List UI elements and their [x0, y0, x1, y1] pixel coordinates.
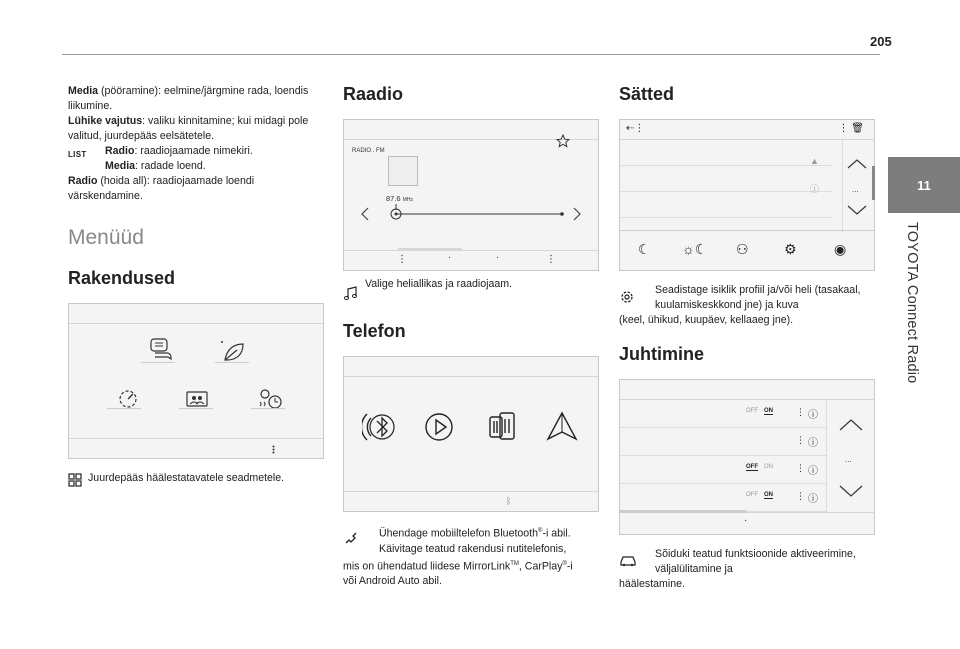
grid-apps-icon: [68, 473, 82, 487]
menu-heading: Menüüd: [68, 226, 144, 249]
info-icon: ⓘ: [810, 184, 820, 194]
svg-text:...: ...: [852, 185, 859, 194]
frequency-readout: 87.6 MHz: [386, 194, 413, 203]
intro-short-press-line: Lühike vajutus: valiku kinnitamine; kui midagi pole valitud, juurdepääs eelsätetele.: [68, 115, 309, 142]
on-off-toggle[interactable]: [746, 408, 773, 415]
settings-screen-header: [620, 120, 874, 140]
android-auto-icon[interactable]: [544, 409, 580, 445]
drive-screen-footer: [620, 512, 874, 534]
phone-handset-icon: [343, 530, 359, 546]
settings-screen: [619, 119, 875, 271]
row-info-icon[interactable]: ⓘ: [808, 466, 818, 477]
night-mode-icon[interactable]: ☾: [638, 241, 651, 257]
on-off-toggle[interactable]: [746, 464, 773, 471]
settings-gear-icon[interactable]: ⚙: [784, 241, 797, 257]
toggle-on-label: ON: [764, 464, 773, 470]
drive-screen-header: [620, 380, 874, 400]
drive-function-row[interactable]: [620, 400, 826, 428]
radio-screen-footer: [344, 250, 598, 270]
settings-description: Seadistage isiklik profiil ja/või heli (tasakaal, kuulamiskeskkond jne) ja kuva (keel, ühikud, kuupäev, kellaaeg jne).: [619, 284, 861, 326]
row-info-icon[interactable]: ⓘ: [808, 410, 818, 421]
toggle-off-label: OFF: [746, 408, 758, 414]
carplay-icon[interactable]: [422, 409, 456, 445]
radio-description: [343, 278, 601, 301]
list-entry: [68, 144, 326, 174]
drive-function-row[interactable]: [620, 484, 826, 512]
toggle-on-label: ON: [764, 492, 773, 498]
chapter-tab: 11: [888, 157, 960, 213]
scroll-controls[interactable]: [842, 150, 872, 230]
music-note-icon: [343, 285, 359, 301]
chapter-title-vertical: [898, 222, 922, 422]
list-media-line: Media: radade loend.: [105, 160, 206, 172]
page-number: 205: [870, 34, 892, 49]
row-more-icon[interactable]: ⋮: [796, 407, 805, 417]
sound-settings-icon[interactable]: ◉: [834, 241, 847, 257]
column-right: [619, 84, 877, 592]
apps-screen: [68, 303, 324, 459]
list-key-label: LIST: [68, 150, 87, 159]
phone-screen-header: [344, 357, 598, 377]
more-delete-icons[interactable]: ⋮ 🗑: [838, 123, 864, 134]
dot-indicator: ·: [448, 252, 452, 263]
radio-description-text: Valige heliallikas ja raadiojaam.: [365, 278, 513, 290]
apps-description: [68, 471, 326, 487]
apps-description-text: Juurdepääs häälestatavatele seadmetele.: [88, 472, 285, 484]
mirrorlink-icon[interactable]: [486, 409, 518, 445]
radio-band-label: RADIO . FM: [352, 148, 385, 154]
climate-timer-icon[interactable]: [255, 384, 285, 414]
svg-text:...: ...: [845, 455, 852, 464]
drive-description: Sõiduki teatud funktsioonide aktiveerimine, väljalülitamine ja häälestamine.: [619, 548, 856, 590]
dot-indicator: ·: [496, 252, 500, 263]
apps-screen-header: [69, 304, 323, 324]
column-middle: [343, 84, 601, 589]
row-more-icon[interactable]: ⋮: [796, 463, 805, 473]
intro-media-line: Media (pööramine): eelmine/järgmine rada, loendis liikumine.: [68, 85, 309, 112]
back-arrow-icon[interactable]: ⇠⋮: [626, 123, 645, 134]
profile-icon[interactable]: ⚇: [736, 241, 749, 257]
bluetooth-status-icon: ᛒ: [506, 496, 512, 506]
scrollbar-thumb[interactable]: [872, 166, 875, 200]
settings-cog-icon: [619, 289, 635, 305]
phone-description: Ühendage mobiiltelefon Bluetooth®-i abil. Käivitage teatud rakendusi nutitelefonis, mis on ühendatud liidese MirrorLink™, CarPlay®-i või Android Auto abil.: [343, 527, 573, 588]
row-info-icon[interactable]: ⓘ: [808, 494, 818, 505]
toggle-off-label: OFF: [746, 492, 758, 498]
apps-screen-footer: [69, 438, 323, 458]
phone-screen-footer: [344, 491, 598, 511]
favorite-star-icon[interactable]: [556, 134, 570, 148]
drive-heading: Juhtimine: [619, 344, 705, 364]
dot-indicator: ·: [744, 515, 748, 526]
more-icon[interactable]: ⋮: [397, 254, 407, 265]
drive-scroll-controls[interactable]: [832, 408, 870, 508]
station-artwork: [388, 156, 418, 186]
column-left: [68, 84, 326, 487]
phone-heading: Telefon: [343, 321, 406, 341]
phone-screen: [343, 356, 599, 512]
drive-screen: [619, 379, 875, 535]
more-icon[interactable]: ⋮: [546, 254, 556, 265]
tuning-slider[interactable]: [358, 202, 588, 226]
radio-heading: Raadio: [343, 84, 404, 104]
car-icon: [619, 553, 637, 567]
row-info-icon[interactable]: ⓘ: [808, 438, 818, 449]
drive-function-row[interactable]: [620, 428, 826, 456]
toggle-on-label: ON: [764, 408, 773, 414]
settings-heading: Sätted: [619, 84, 675, 104]
bluetooth-icon[interactable]: [362, 409, 398, 445]
day-night-icon[interactable]: ☼☾: [682, 241, 708, 257]
radio-screen: [343, 119, 599, 271]
intro-paragraph: [68, 84, 326, 144]
outro-paragraph: Radio (hoida all): raadiojaamade loendi värskendamine.: [68, 175, 255, 202]
warning-icon: ▲: [810, 156, 819, 166]
row-more-icon[interactable]: ⋮: [796, 435, 805, 445]
chapter-title: TOYOTA Connect Radio: [904, 222, 920, 384]
vehicle-settings-icon[interactable]: [113, 384, 143, 414]
apps-heading: Rakendused: [68, 268, 176, 288]
list-radio-line: Radio: raadiojaamade nimekiri.: [105, 145, 253, 157]
drive-function-list: [620, 400, 826, 512]
toggle-off-label: OFF: [746, 464, 758, 470]
drive-function-row[interactable]: [620, 456, 826, 484]
more-vertical-icon[interactable]: [272, 445, 275, 454]
row-more-icon[interactable]: ⋮: [796, 491, 805, 501]
header-rule: [62, 54, 880, 55]
on-off-toggle[interactable]: [746, 492, 773, 499]
